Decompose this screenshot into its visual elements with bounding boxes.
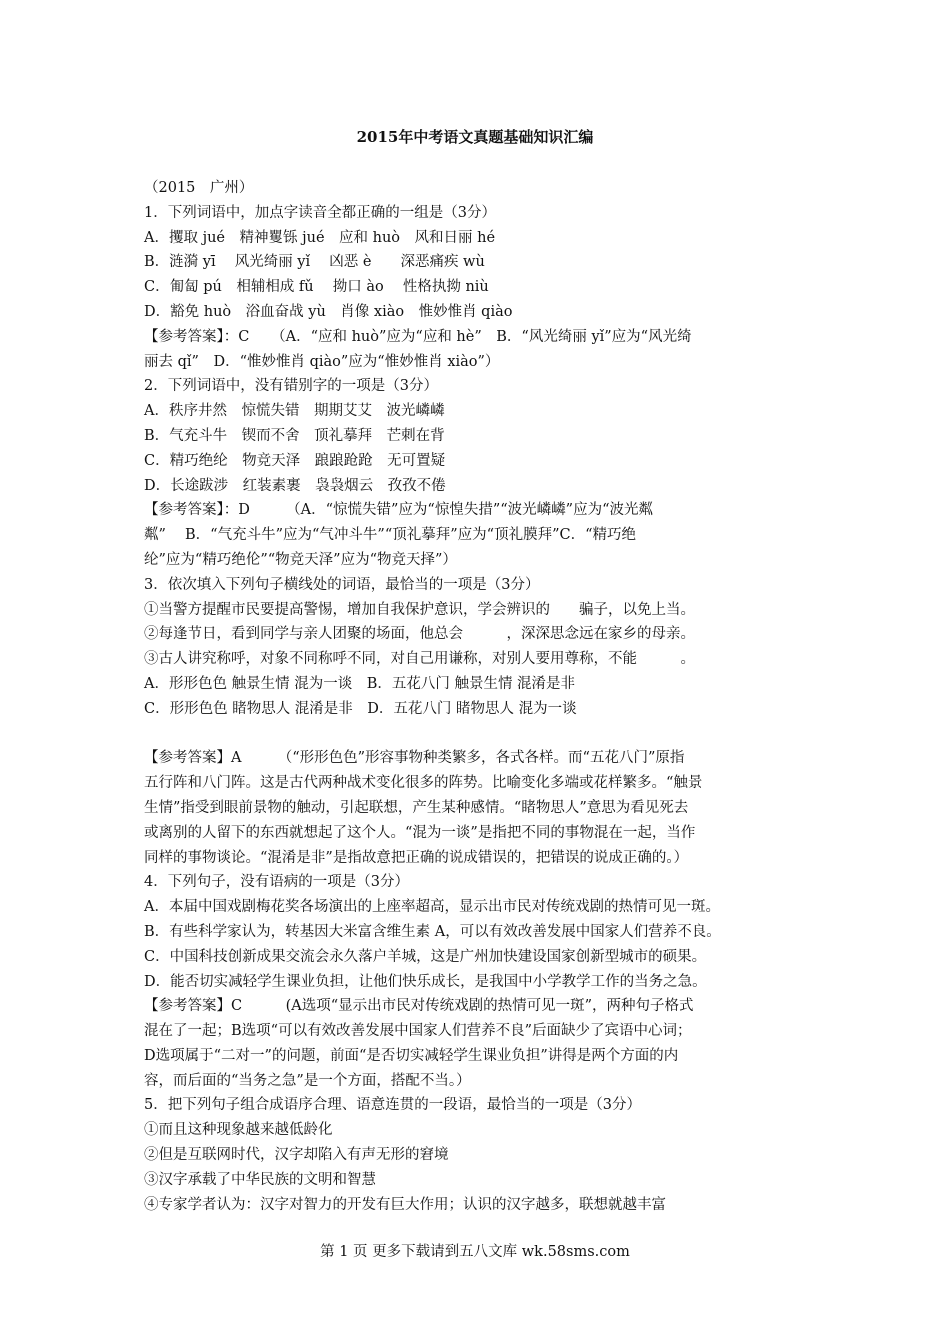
text-line: D选项属于“二对一”的问题，前面“是否切实减轻学生课业负担”讲得是两个方面的内: [144, 1047, 679, 1064]
text-line: （2015 广州）: [144, 180, 254, 196]
text-line: D．长途跋涉 红装素裹 袅袅烟云 孜孜不倦: [144, 477, 446, 494]
text-line: ④专家学者认为：汉字对智力的开发有巨大作用；认识的汉字越多，联想就越丰富: [144, 1196, 666, 1213]
text-line: C．形形色色 睹物思人 混淆是非 D．五花八门 睹物思人 混为一谈: [144, 700, 577, 717]
text-line: ③古人讲究称呼，对象不同称呼不同，对自己用谦称，对别人要用尊称，不能 。: [144, 651, 695, 668]
text-line: C．精巧绝纶 物竞天泽 踉踉跄跄 无可置疑: [144, 452, 446, 469]
text-line: 混在了一起；B选项“可以有效改善发展中国家人们营养不良”后面缺少了宾语中心词；: [144, 1023, 692, 1040]
text-line: ②每逢节日，看到同学与亲人团聚的场面，他总会 ，深深思念远在家乡的母亲。: [144, 626, 695, 643]
text-line: A．本届中国戏剧梅花奖各场演出的上座率超高，显示出市民对传统戏剧的热情可见一斑。: [144, 899, 720, 916]
document-body: [144, 176, 808, 1217]
text-line: 1．下列词语中，加点字读音全都正确的一组是（3分）: [144, 204, 496, 221]
text-line: ③汉字承载了中华民族的文明和智慧: [144, 1171, 376, 1188]
text-line: 【参考答案】A （“形形色色”形容事物种类繁多，各式各样。而“五花八门”原指: [144, 750, 685, 767]
text-line: ①当警方提醒市民要提高警惕，增加自我保护意识，学会辨识的 骗子，以免上当。: [144, 601, 695, 618]
text-line: 纶”应为“精巧绝伦”“物竞天泽”应为“物竞天择”）: [144, 551, 457, 568]
text-line: 【参考答案】C (A选项“显示出市民对传统戏剧的热情可见一斑”，两种句子格式: [144, 998, 694, 1015]
text-line: ②但是互联网时代，汉字却陷入有声无形的窘境: [144, 1147, 449, 1164]
text-line: ①而且这种现象越来越低龄化: [144, 1122, 333, 1139]
text-line: 4．下列句子，没有语病的一项是（3分）: [144, 874, 409, 891]
text-line: 粼” B．“气充斗牛”应为“气冲斗牛”“顶礼摹拜”应为“顶礼膜拜”C．“精巧绝: [144, 527, 636, 544]
text-line: 生情”指受到眼前景物的触动，引起联想，产生某种感情。“睹物思人”意思为看见死去: [144, 799, 689, 816]
text-line: 5．把下列句子组合成语序合理、语意连贯的一段语，最恰当的一项是（3分）: [144, 1097, 641, 1114]
text-line: 2．下列词语中，没有错别字的一项是（3分）: [144, 378, 438, 395]
text-line: 【参考答案】：C （A．“应和 huò”应为“应和 hè” B．“风光绮丽 yǐ”应为“风光绮: [144, 328, 692, 345]
text-line: 丽去 qǐ” D．“惟妙惟肖 qiào”应为“惟妙惟肖 xiào”）: [144, 353, 500, 370]
page-footer: 第 1 页 更多下载请到五八文库 wk.58sms.com: [320, 1244, 630, 1260]
text-line: D．能否切实减轻学生课业负担，让他们快乐成长，是我国中小学教学工作的当务之急。: [144, 973, 707, 990]
text-line: B．气充斗牛 锲而不舍 顶礼摹拜 芒刺在背: [144, 427, 445, 444]
text-line: B．涟漪 yī 风光绮丽 yǐ 凶恶 è 深恶痛疾 wù: [144, 254, 485, 271]
document-title: 2015年中考语文真题基础知识汇编: [356, 128, 594, 146]
text-line: 或离别的人留下的东西就想起了这个人。“混为一谈”是指把不同的事物混在一起，当作: [144, 824, 696, 841]
text-line: C．匍匐 pú 相辅相成 fǔ 拗口 ào 性格执拗 niù: [144, 279, 489, 296]
text-line: A．形形色色 触景生情 混为一谈 B．五花八门 触景生情 混淆是非: [144, 675, 576, 692]
text-line: 容，而后面的“当务之急”是一个方面，搭配不当。）: [144, 1072, 471, 1089]
text-line: 五行阵和八门阵。这是古代两种战术变化很多的阵势。比喻变化多端或花样繁多。“触景: [144, 775, 703, 792]
text-line: A．攫取 jué 精神矍铄 jué 应和 huò 风和日丽 hé: [144, 229, 496, 246]
text-line: C．中国科技创新成果交流会永久落户羊城，这是广州加快建设国家创新型城市的硕果。: [144, 948, 707, 965]
text-line: [144, 722, 808, 747]
text-line: 【参考答案】：D （A．“惊慌失错”应为“惊惶失措”“波光嶙嶙”应为“波光粼: [144, 502, 653, 519]
text-line: A．秩序井然 惊慌失错 期期艾艾 波光嶙嶙: [144, 403, 445, 420]
text-line: 同样的事物谈论。“混淆是非”是指故意把正确的说成错误的，把错误的说成正确的。）: [144, 849, 689, 866]
text-line: D．豁免 huò 浴血奋战 yù 肖像 xiào 惟妙惟肖 qiào: [144, 303, 513, 320]
text-line: 3．依次填入下列句子横线处的词语，最恰当的一项是（3分）: [144, 576, 540, 593]
text-line: B．有些科学家认为，转基因大米富含维生素 A，可以有效改善发展中国家人们营养不良。: [144, 923, 721, 940]
